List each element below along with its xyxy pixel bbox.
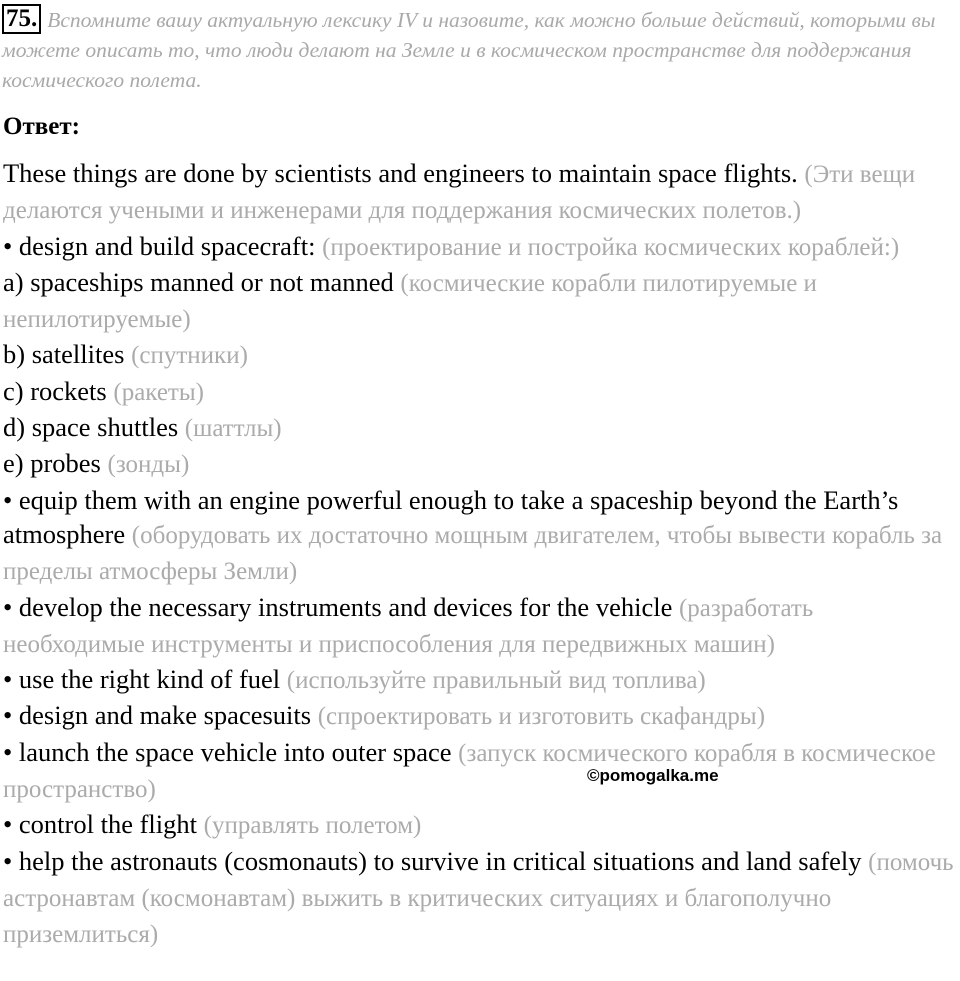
russian-translation: (оборудовать их достаточно мощным двигателем, чтобы вывести корабль за пределы атмосферы Земли)	[3, 521, 943, 586]
english-text: b) satellites	[3, 339, 132, 370]
russian-translation: (космические корабли пилотируемые и непилотируемые)	[3, 269, 817, 334]
answer-bullet	[3, 698, 958, 734]
russian-translation: (управлять полетом)	[203, 812, 422, 840]
english-text: • help the astronauts (cosmonauts) to survive in critical situations and land safely	[3, 845, 869, 876]
answer-bullet	[3, 229, 958, 265]
russian-translation: (зонды)	[107, 451, 190, 479]
english-text: • launch the space vehicle into outer space	[3, 736, 459, 767]
russian-translation: (ракеты)	[113, 378, 204, 406]
answer-bullet	[3, 735, 958, 808]
task-text: Вспомните вашу актуальную лексику IV и назовите, как можно больше действий, которыми вы можете описать то, что люди делают на Земле и в космическом пространстве для поддержания космического полета.	[2, 8, 936, 92]
answer-paragraph-intro	[3, 156, 958, 229]
english-text: These things are done by scientists and engineers to maintain space flights.	[3, 158, 805, 188]
answer-subitem	[3, 446, 958, 482]
answer-body	[3, 156, 958, 953]
english-text: a) spaceships manned or not manned	[3, 266, 401, 297]
watermark: ©pomogalka.me	[587, 766, 719, 785]
answer-subitem	[3, 410, 958, 446]
english-text: • control the flight	[3, 809, 204, 840]
english-text: e) probes	[3, 448, 108, 479]
russian-translation: (разработать необходимые инструменты и приспособления для передвижных машин)	[3, 594, 814, 658]
answer-subitem	[3, 337, 958, 373]
russian-translation: (спроектировать и изготовить скафандры)	[317, 703, 766, 731]
english-text: • design and build spacecraft:	[3, 230, 323, 261]
english-text: c) rockets	[3, 375, 114, 406]
answer-bullet	[3, 807, 958, 843]
english-text: • develop the necessary instruments and devices for the vehicle	[3, 591, 679, 622]
english-text: • use the right kind of fuel	[3, 664, 287, 695]
english-text: • design and make spacesuits	[3, 700, 318, 731]
russian-translation: (Эти вещи делаются учеными и инженерами для поддержания космических полетов.)	[3, 161, 916, 225]
task-statement	[2, 4, 952, 95]
task-number: 75.	[2, 4, 41, 34]
answer-subitem	[3, 265, 958, 338]
russian-translation: (помочь астронавтам (космонавтам) выжить в критических ситуациях и благополучно приземлиться)	[3, 848, 954, 949]
answer-bullet	[3, 844, 958, 953]
answer-subitem	[3, 374, 958, 410]
english-text: • equip them with an engine powerful enough to take a spaceship beyond the Earth’s atmosphere	[3, 484, 899, 549]
russian-translation: (спутники)	[131, 342, 248, 370]
russian-translation: (шаттлы)	[184, 415, 282, 443]
english-text: d) space shuttles	[3, 412, 185, 443]
russian-translation: (запуск космического корабля в космическое пространство)	[3, 739, 936, 804]
answer-bullet	[3, 662, 958, 698]
answer-label: Ответ:	[3, 113, 80, 140]
answer-bullet	[3, 590, 958, 663]
answer-bullet	[3, 483, 958, 590]
russian-translation: (проектирование и постройка космических кораблей:)	[322, 233, 900, 261]
russian-translation: (используйте правильный вид топлива)	[286, 667, 706, 695]
